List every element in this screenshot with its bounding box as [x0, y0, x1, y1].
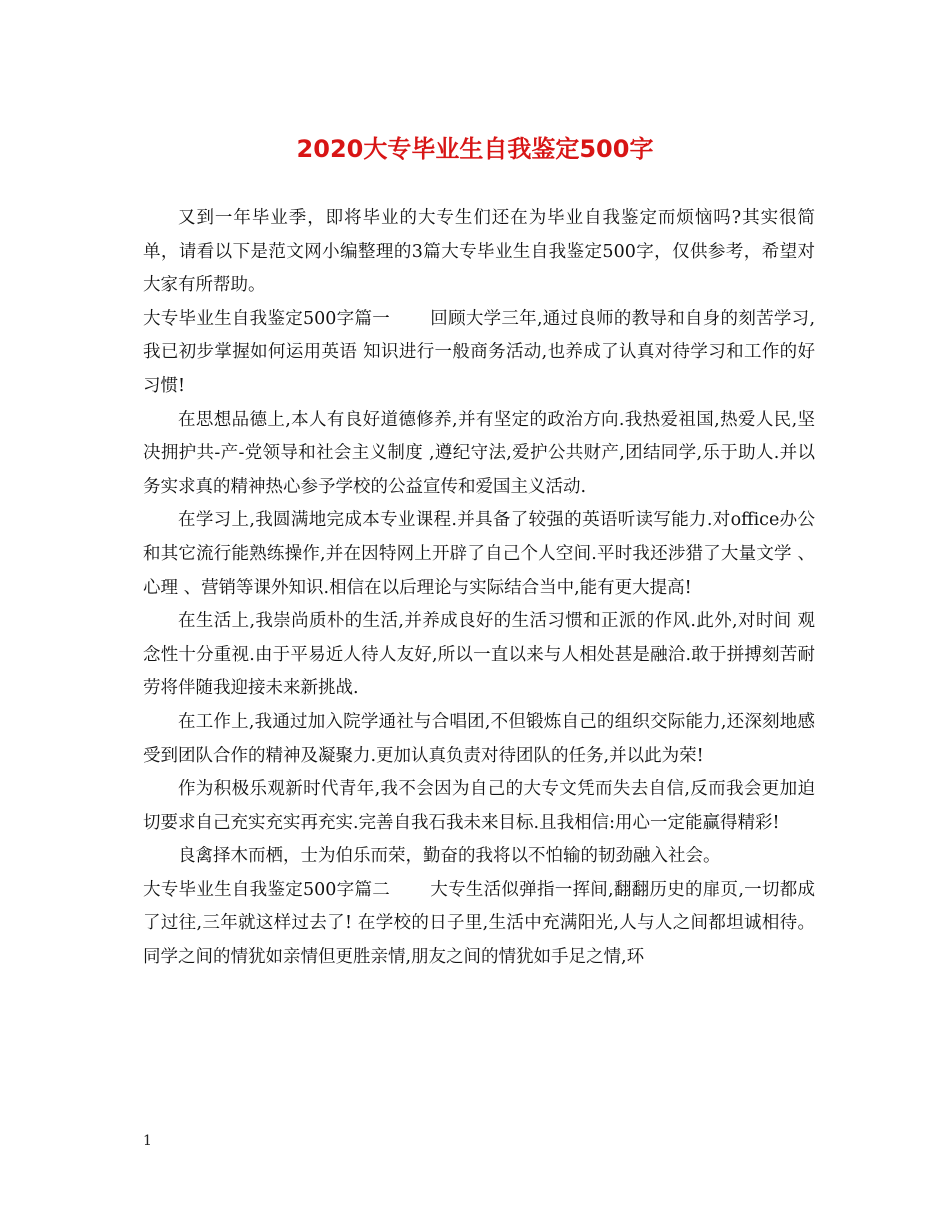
document-title: 2020大专毕业生自我鉴定500字	[296, 135, 654, 163]
paragraph-text: 大专生活似弹指一挥间,翻翻历史的扉页,一切都成了过往,三年就这样过去了! 在学校的日子里,生活中充满阳光,人与人之间都坦诚相待。同学之间的情犹如亲情但更胜亲情,朋友之间的情犹如手足之情,环	[143, 879, 816, 968]
paragraph-section-two	[143, 874, 815, 975]
paragraph-text: 良禽择木而栖，士为伯乐而荣，勤奋的我将以不怕输的韧劲融入社会。	[178, 846, 721, 867]
paragraph-text: 在工作上,我通过加入院学通社与合唱团,不但锻炼自己的组织交际能力,还深刻地感受到团队合作的精神及凝聚力.更加认真负责对待团队的任务,并以此为荣!	[143, 711, 815, 766]
section-heading: 大专毕业生自我鉴定500字篇一	[143, 308, 391, 329]
document-body	[143, 202, 815, 975]
paragraph-text: 在生活上,我崇尚质朴的生活,并养成良好的生活习惯和正派的作风.此外,对时间 观念性十分重视.由于平易近人待人友好,所以一直以来与人相处甚是融洽.敢于拼搏刻苦耐劳将伴随我迎接未来新挑战.	[143, 611, 815, 699]
paragraph-text: 在思想品德上,本人有良好道德修养,并有坚定的政治方向.我热爱祖国,热爱人民,坚决拥护共-产-党领导和社会主义制度 ,遵纪守法,爱护公共财产,团结同学,乐于助人.并以务实求真的精神热心参予学校的公益宣传和爱国主义活动.	[143, 409, 815, 497]
paragraph-text: 在学习上,我圆满地完成本专业课程.并具备了较强的英语听读写能力.对office办公和其它流行能熟练操作,并在因特网上开辟了自己个人空间.平时我还涉猎了大量文学 、心理 、营销等课外知识.相信在以后理论与实际结合当中,能有更大提高!	[143, 510, 815, 598]
section-heading: 大专毕业生自我鉴定500字篇二	[143, 879, 391, 900]
paragraph-ideology	[143, 404, 815, 505]
paragraph-text: 回顾大学三年,通过良师的教导和自身的刻苦学习,我已初步掌握如何运用英语 知识进行一般商务活动,也养成了认真对待学习和工作的好习惯!	[143, 308, 816, 396]
paragraph-study	[143, 504, 815, 605]
paragraph-intro	[143, 202, 815, 303]
page-number: 1	[143, 1133, 152, 1149]
paragraph-text: 又到一年毕业季，即将毕业的大专生们还在为毕业自我鉴定而烦恼吗?其实很简单，请看以下是范文网小编整理的3篇大专毕业生自我鉴定500字，仅供参考，希望对大家有所帮助。	[143, 208, 815, 296]
paragraph-work	[143, 706, 815, 773]
paragraph-section-one	[143, 303, 815, 404]
paragraph-text: 作为积极乐观新时代青年,我不会因为自己的大专文凭而失去自信,反而我会更加迫切要求自己充实充实再充实.完善自我石我未来目标.且我相信:用心一定能赢得精彩!	[143, 779, 815, 833]
paragraph-confidence	[143, 773, 815, 840]
paragraph-life	[143, 605, 815, 706]
paragraph-closing	[143, 840, 815, 874]
